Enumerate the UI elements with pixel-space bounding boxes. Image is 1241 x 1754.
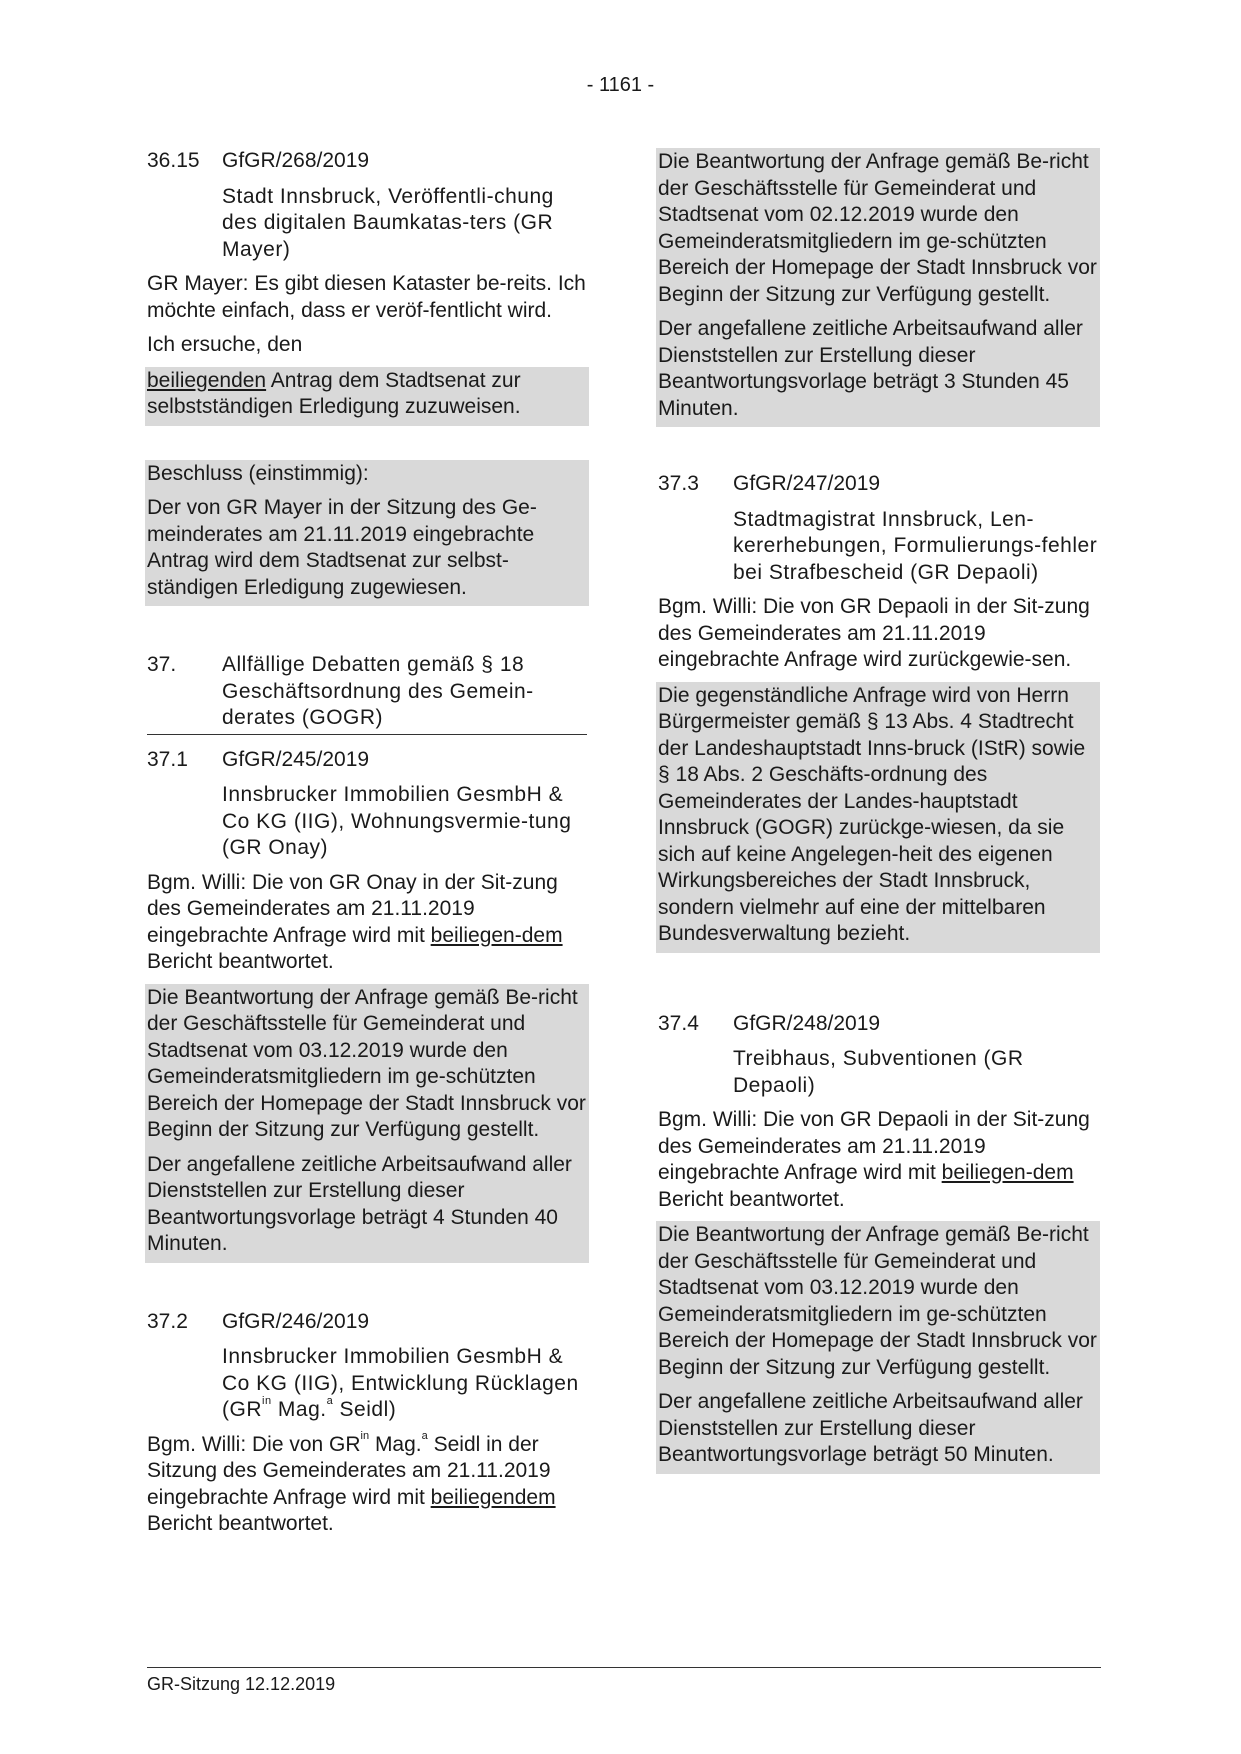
superscript: in	[360, 1429, 370, 1442]
item-number: 37.4	[658, 1011, 699, 1035]
answer-paragraph: Bgm. Willi: Die von GR Depaoli in der Sit-zung des Gemeinderates am 21.11.2019 eingebrachte Anfrage wird zurückgewie-sen.	[658, 595, 1090, 671]
effort-text: Der angefallene zeitliche Arbeitsaufwand aller Dienststellen zur Erstellung dieser Beantwortungsvorlage beträgt 50 Minuten.	[658, 1390, 1083, 1466]
info-text: Die Beantwortung der Anfrage gemäß Be-richt der Geschäftsstelle für Gemeinderat und Stadtsenat vom 03.12.2019 wurde den Gemeinderatsmitgliedern im ge-schützten Bereich der Homepage der Stadt Innsbruck vor Beginn der Sitzung zur Verfügung gestellt.	[147, 985, 586, 1141]
title-part: Mag.	[271, 1398, 327, 1421]
effort-text: Der angefallene zeitliche Arbeitsaufwand aller Dienststellen zur Erstellung dieser Beantwortungsvorlage beträgt 3 Stunden 45 Minuten.	[658, 317, 1083, 420]
page-number: - 1161 -	[586, 74, 655, 96]
decision-heading: Beschluss (einstimmig):	[147, 461, 369, 485]
section-37-heading	[147, 652, 587, 735]
answer-text-end: Bericht beantwortet.	[147, 950, 334, 973]
title-part: Seidl)	[333, 1398, 397, 1421]
answer-text: Mag.	[369, 1432, 422, 1456]
answer-paragraph	[658, 1107, 1098, 1213]
info-text: Die Beantwortung der Anfrage gemäß Be-richt der Geschäftsstelle für Gemeinderat und Stadtsenat vom 02.12.2019 wurde den Gemeinderatsmitgliedern im ge-schützten Bereich der Homepage der Stadt Innsbruck vor Beginn der Sitzung zur Verfügung gestellt.	[658, 150, 1097, 306]
rejection-text: Die gegenständliche Anfrage wird von Herrn Bürgermeister gemäß § 13 Abs. 4 Stadtrecht der Landeshauptstadt Inns-bruck (IStR) sowie § 18 Abs. 2 Geschäfts-ordnung des Gemeinderates der Landes-hauptstadt Innsbruck (GOGR) zurückge-wiesen, da sie sich auf keine Angelegen-heit des eigenen Wirkungsbereiches der Stadt Innsbruck, sondern vielmehr auf eine der mittelbaren Bundesverwaltung bezieht.	[658, 683, 1086, 945]
item-number: 37.3	[658, 472, 699, 495]
answer-text: Bgm. Willi: Die von GR Onay in der Sit-zung des Gemeinderates am 21.11.2019 eingebrachte Anfrage wird mit	[147, 870, 558, 947]
item-reference: GfGR/245/2019	[222, 747, 370, 771]
decision-text: Der von GR Mayer in der Sitzung des Ge-meinderates am 21.11.2019 eingebrachte Antrag wird dem Stadtsenat zur selbst-ständigen Erledigung zugewiesen.	[147, 496, 537, 599]
superscript: in	[262, 1395, 272, 1407]
item-reference: GfGR/246/2019	[222, 1309, 370, 1333]
item-title	[222, 1344, 587, 1424]
answer-text-end: Bericht beantwortet.	[658, 1187, 845, 1211]
motion-box	[145, 367, 589, 426]
item-title: Stadt Innsbruck, Veröffentli-chung des digitalen Baumkatas-ters (GR Mayer)	[222, 184, 554, 261]
answer-text: Bgm. Willi: Die von GR	[147, 1432, 361, 1456]
left-column	[147, 148, 587, 1538]
right-column	[658, 148, 1098, 1474]
rejection-box	[656, 682, 1100, 953]
item-reference: GfGR/268/2019	[222, 149, 370, 172]
request-paragraph: Ich ersuche, den	[147, 333, 303, 356]
attachment-link[interactable]: beiliegen-dem	[430, 923, 563, 947]
answer-text-end: Bericht beantwortet.	[147, 1512, 334, 1535]
item-number: 37.2	[147, 1309, 188, 1333]
item-reference: GfGR/247/2019	[733, 472, 881, 495]
info-box	[656, 1221, 1100, 1474]
attachment-link[interactable]: beiliegen-dem	[941, 1161, 1074, 1184]
item-title: Innsbrucker Immobilien GesmbH & Co KG (IIG), Wohnungsvermie-tung (GR Onay)	[222, 783, 572, 859]
footer-divider	[147, 1667, 1101, 1668]
decision-box	[145, 460, 589, 607]
info-box	[145, 984, 589, 1263]
info-box	[656, 148, 1100, 427]
motion-text: Antrag dem Stadtsenat zur selbstständigen Erledigung zuzuweisen.	[147, 368, 521, 418]
superscript: a	[326, 1395, 334, 1407]
section-37-head	[147, 652, 587, 732]
attachment-link[interactable]: beiliegenden	[147, 368, 267, 392]
item-number: 37.1	[147, 747, 188, 771]
item-37-1-head	[147, 747, 587, 774]
info-text: Die Beantwortung der Anfrage gemäß Be-richt der Geschäftsstelle für Gemeinderat und Stadtsenat vom 03.12.2019 wurde den Gemeinderatsmitgliedern im ge-schützten Bereich der Homepage der Stadt Innsbruck vor Beginn der Sitzung zur Verfügung gestellt.	[658, 1223, 1097, 1379]
effort-text: Der angefallene zeitliche Arbeitsaufwand aller Dienststellen zur Erstellung dieser Beantwortungsvorlage beträgt 4 Stunden 40 Minuten.	[147, 1152, 572, 1255]
item-36-15-head	[147, 148, 587, 175]
speech-paragraph: GR Mayer: Es gibt diesen Kataster be-reits. Ich möchte einfach, dass er veröf-fentlicht wird.	[147, 272, 586, 322]
superscript: a	[421, 1429, 428, 1442]
answer-paragraph	[147, 870, 587, 976]
section-title: Allfällige Debatten gemäß § 18 Geschäftsordnung des Gemein-derates (GOGR)	[222, 653, 534, 729]
item-37-4-head	[658, 1011, 1098, 1038]
attachment-link[interactable]: beiliegendem	[430, 1485, 556, 1509]
item-reference: GfGR/248/2019	[733, 1011, 881, 1035]
footer-text: GR-Sitzung 12.12.2019	[147, 1674, 336, 1694]
item-number: 36.15	[147, 149, 200, 172]
answer-text: Bgm. Willi: Die von GR Depaoli in der Sit-zung des Gemeinderates am 21.11.2019 eingebrachte Anfrage wird mit	[658, 1108, 1090, 1184]
item-37-2-head	[147, 1309, 587, 1336]
item-37-3-head	[658, 471, 1098, 498]
item-title: Stadtmagistrat Innsbruck, Len-kererhebungen, Formulierungs-fehler bei Strafbescheid (GR Depaoli)	[733, 507, 1098, 584]
answer-paragraph	[147, 1429, 587, 1538]
item-number: 37.	[147, 653, 177, 676]
title-part: Innsbrucker Immobilien GesmbH & Co KG (IIG), Entwicklung Rücklagen (GR	[222, 1345, 579, 1421]
answer-text: Seidl in der Sitzung des Gemeinderates am 21.11.2019 eingebrachte Anfrage wird mit	[147, 1432, 551, 1509]
item-title: Treibhaus, Subventionen (GR Depaoli)	[733, 1047, 1024, 1097]
